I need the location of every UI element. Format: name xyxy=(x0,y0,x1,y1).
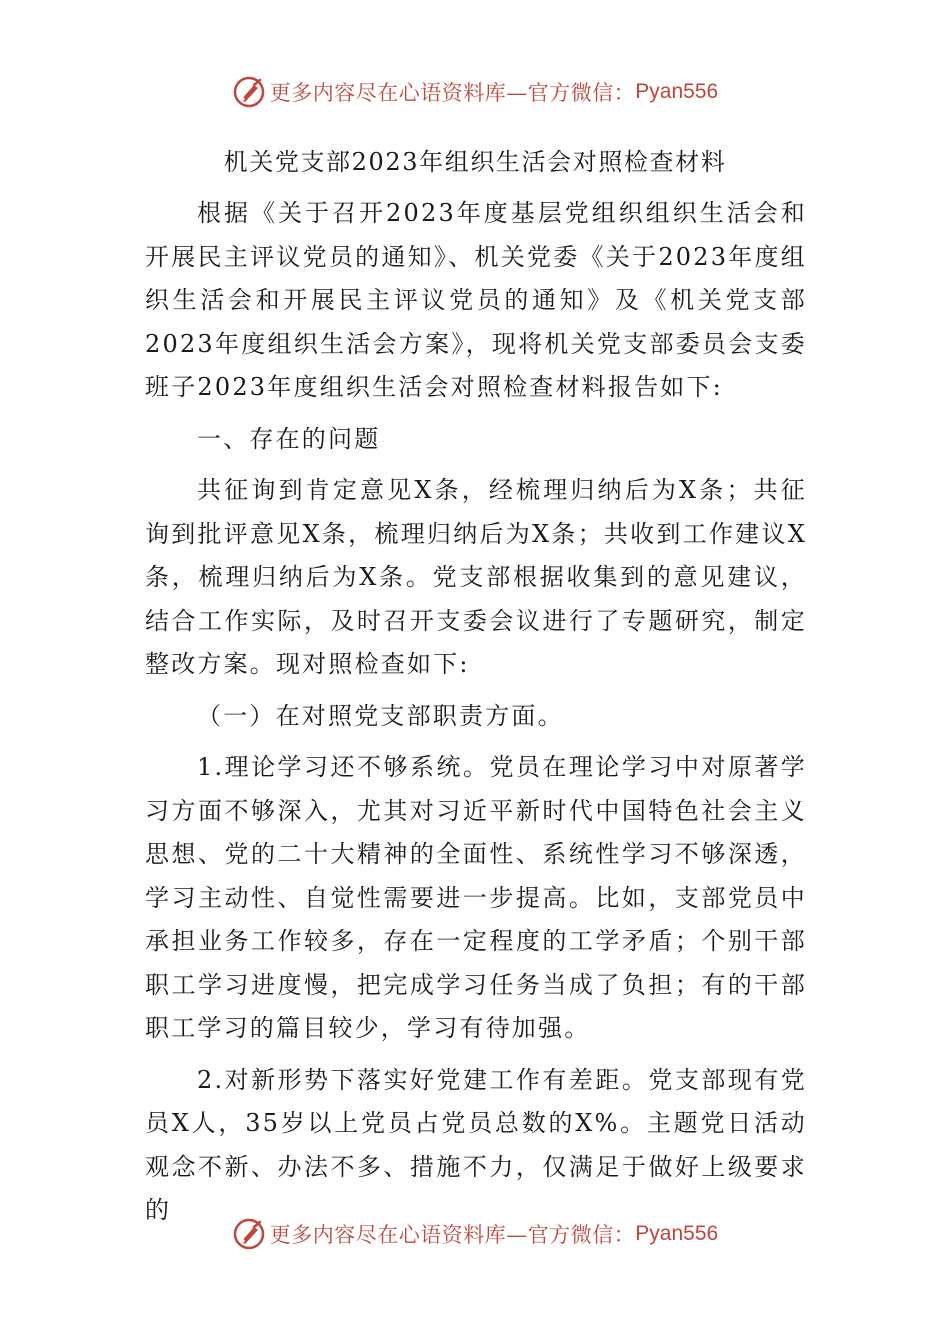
watermark-text: 更多内容尽在心语资料库—官方微信： xyxy=(269,81,636,105)
section-heading-issues: 一、存在的问题 xyxy=(197,424,381,453)
issue-2-paragraph: 2.对新形势下落实好党建工作有差距。党支部现有党员X人，35岁以上党员占党员总数的X%。主题党日活动观念不新、办法不多、措施不力，仅满足于做好上级要求的 xyxy=(145,1065,807,1224)
watermark-contact: Pyan556 xyxy=(635,80,719,103)
watermark-contact: Pyan556 xyxy=(635,1222,719,1245)
feedback-paragraph: 共征询到肯定意见X条，经梳理归纳后为X条；共征询到批评意见X条，梳理归纳后为X条；共收到工作建议X条，梳理归纳后为X条。党支部根据收集到的意见建议，结合工作实际，及时召开支委会议进行了专题研究，制定整改方案。现对照检查如下: xyxy=(145,476,807,678)
document-title: 机关党支部2023年组织生活会对照检查材料 xyxy=(223,148,727,176)
document-body xyxy=(145,192,807,1241)
subsection-heading-duties: （一）在对照党支部职责方面。 xyxy=(197,701,564,730)
watermark-text: 更多内容尽在心语资料库—官方微信： xyxy=(269,1223,636,1247)
pen-nib-logo-icon xyxy=(232,1217,266,1251)
watermark-banner-bottom xyxy=(0,1212,950,1256)
watermark-banner-top xyxy=(0,70,950,114)
intro-paragraph: 根据《关于召开2023年度基层党组织组织生活会和开展民主评议党员的通知》、机关党委《关于2023年度组织生活会和开展民主评议党员的通知》及《机关党支部2023年度组织生活会方案》，现将机关党支部委员会支委班子2023年度组织生活会对照检查材料报告如下: xyxy=(145,199,807,401)
pen-nib-logo-icon xyxy=(232,75,266,109)
issue-1-paragraph: 1.理论学习还不够系统。党员在理论学习中对原著学习方面不够深入，尤其对习近平新时代中国特色社会主义思想、党的二十大精神的全面性、系统性学习不够深透，学习主动性、自觉性需要进一步提高。比如，支部党员中承担业务工作较多，存在一定程度的工学矛盾；个别干部职工学习进度慢，把完成学习任务当成了负担；有的干部职工学习的篇目较少，学习有待加强。 xyxy=(145,753,807,1042)
